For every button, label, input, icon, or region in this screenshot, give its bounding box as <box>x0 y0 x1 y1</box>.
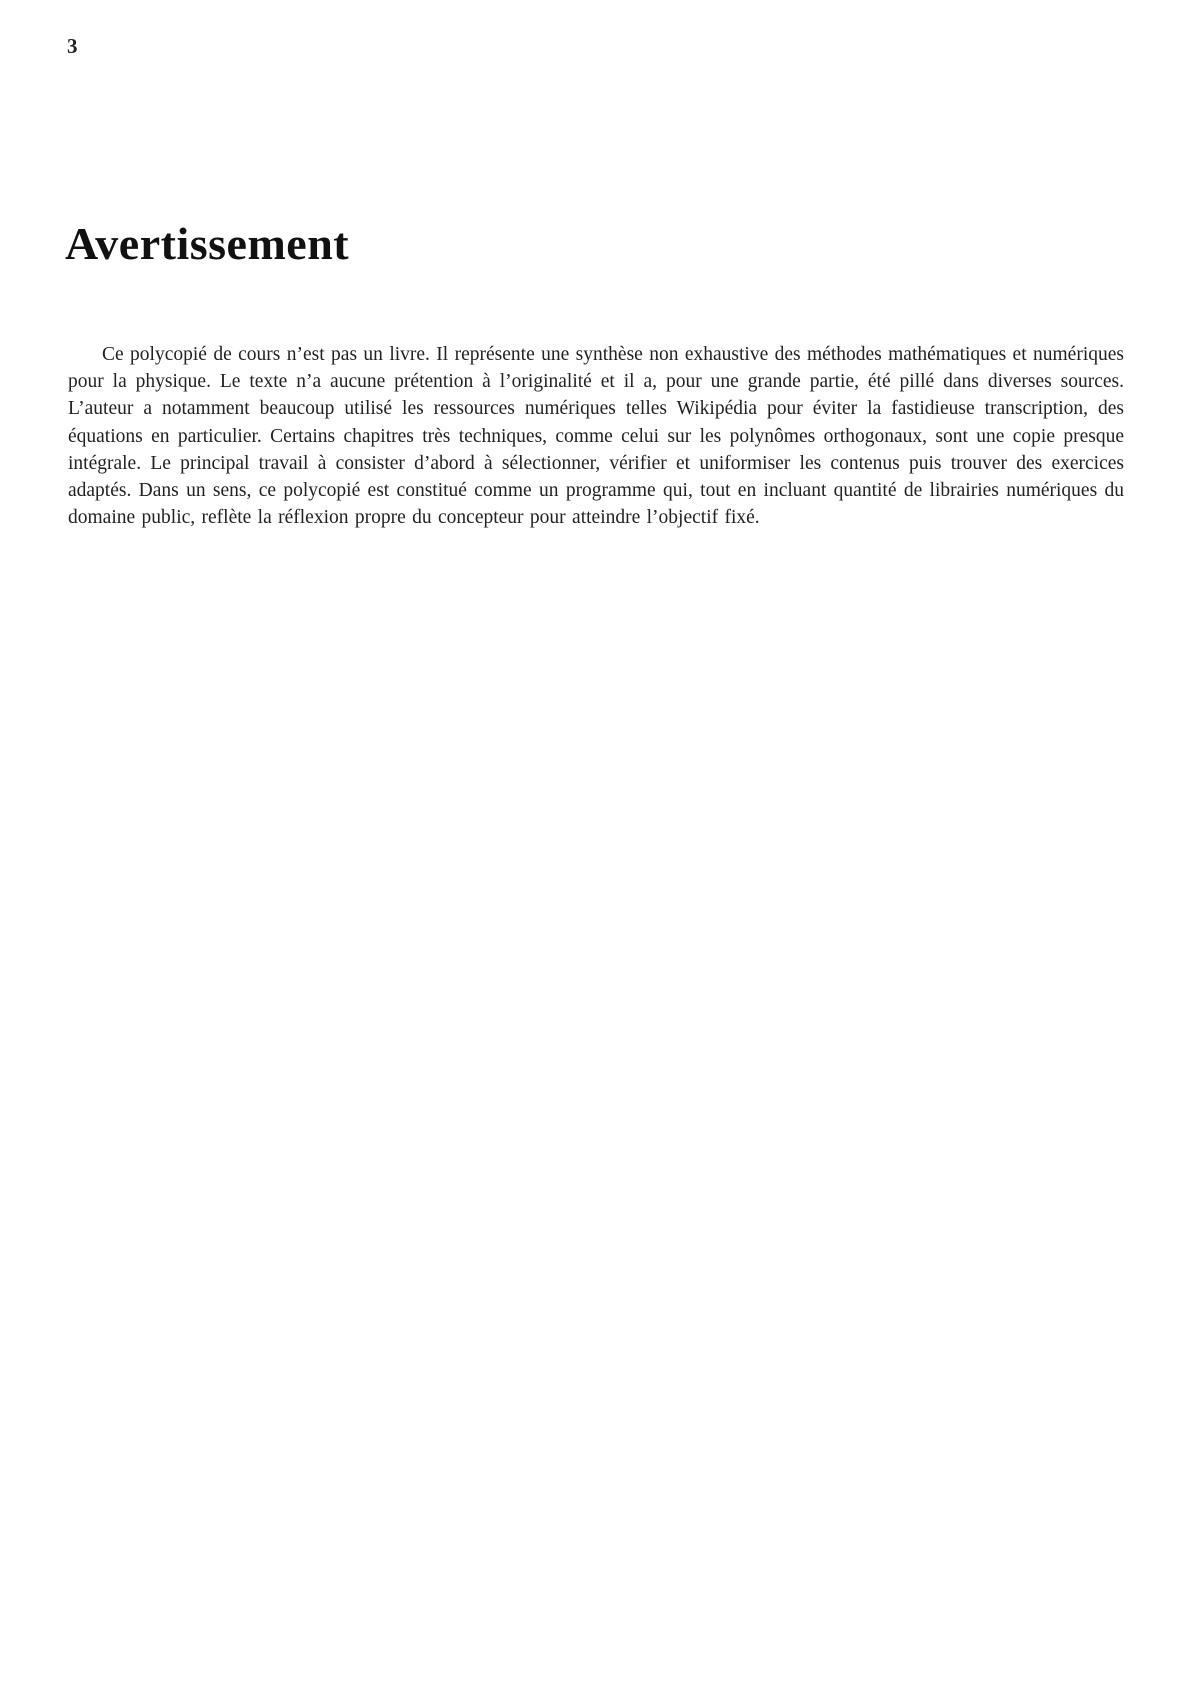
chapter-heading: Avertissement <box>65 218 350 269</box>
page-number: 3 <box>67 34 78 58</box>
body-paragraph: Ce polycopié de cours n’est pas un livre. Il représente une synthèse non exhaustive des méthodes mathématiques et numériques pour la physique. Le texte n’a aucune prétention à l’originalité et il a, pour une grande partie, été pillé dans diverses sources. L’auteur a notamment beaucoup utilisé les ressources numériques telles Wikipédia pour éviter la fastidieuse transcription, des équations en particulier. Certains chapitres très techniques, comme celui sur les polynômes orthogonaux, sont une copie presque intégrale. Le principal travail à consister d’abord à sélectionner, vérifier et uniformiser les contenus puis trouver des exercices adaptés. Dans un sens, ce polycopié est constitué comme un programme qui, tout en incluant quantité de librairies numériques du domaine public, reflète la réflexion propre du concepteur pour atteindre l’objectif fixé. <box>68 344 1124 529</box>
